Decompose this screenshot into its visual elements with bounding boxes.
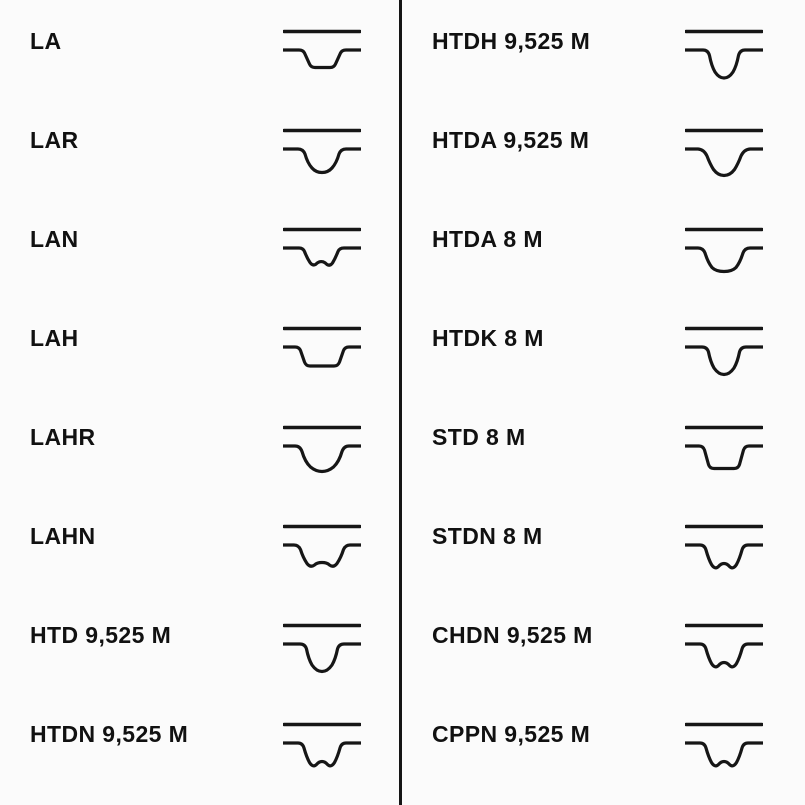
profile-row bbox=[0, 226, 399, 325]
belt-profile-icon bbox=[685, 28, 763, 82]
profile-label: LAH bbox=[30, 325, 79, 351]
profile-row bbox=[0, 523, 399, 622]
profile-column-right bbox=[402, 0, 805, 805]
belt-profile-icon bbox=[685, 127, 763, 181]
profile-label: HTD 9,525 M bbox=[30, 622, 172, 648]
profile-label: CPPN 9,525 M bbox=[432, 721, 591, 747]
profile-label: HTDA 9,525 M bbox=[432, 127, 590, 153]
profile-column-left bbox=[0, 0, 399, 805]
profile-row bbox=[402, 622, 805, 721]
profile-label: LA bbox=[30, 28, 62, 54]
belt-profile-icon bbox=[685, 325, 763, 379]
belt-profile-icon bbox=[685, 226, 763, 280]
profile-row bbox=[0, 127, 399, 226]
belt-profile-icon bbox=[685, 622, 763, 676]
belt-profile-icon bbox=[283, 424, 361, 478]
profile-label: LAR bbox=[30, 127, 79, 153]
profile-label: STD 8 M bbox=[432, 424, 526, 450]
profile-row bbox=[402, 721, 805, 805]
profile-row bbox=[402, 226, 805, 325]
profile-label: STDN 8 M bbox=[432, 523, 543, 549]
belt-profile-icon bbox=[283, 721, 361, 775]
profile-row bbox=[402, 523, 805, 622]
profile-row bbox=[0, 721, 399, 805]
profile-row bbox=[402, 28, 805, 127]
belt-profile-icon bbox=[283, 127, 361, 181]
belt-profile-icon bbox=[685, 721, 763, 775]
profile-row bbox=[0, 28, 399, 127]
profile-row bbox=[402, 127, 805, 226]
belt-profile-icon bbox=[685, 424, 763, 478]
profile-row bbox=[402, 325, 805, 424]
profile-label: LAHR bbox=[30, 424, 96, 450]
profile-label: HTDH 9,525 M bbox=[432, 28, 591, 54]
profile-row bbox=[0, 424, 399, 523]
belt-profile-icon bbox=[283, 622, 361, 676]
belt-profile-icon bbox=[283, 325, 361, 379]
profile-label: HTDA 8 M bbox=[432, 226, 543, 252]
belt-profile-icon bbox=[283, 523, 361, 577]
profile-label: LAHN bbox=[30, 523, 96, 549]
belt-profile-icon bbox=[283, 226, 361, 280]
profile-label: CHDN 9,525 M bbox=[432, 622, 593, 648]
belt-profile-icon bbox=[283, 28, 361, 82]
belt-profile-icon bbox=[685, 523, 763, 577]
profile-label: HTDK 8 M bbox=[432, 325, 544, 351]
profile-row bbox=[402, 424, 805, 523]
profile-row bbox=[0, 325, 399, 424]
profile-row bbox=[0, 622, 399, 721]
profile-label: HTDN 9,525 M bbox=[30, 721, 189, 747]
profile-label: LAN bbox=[30, 226, 79, 252]
